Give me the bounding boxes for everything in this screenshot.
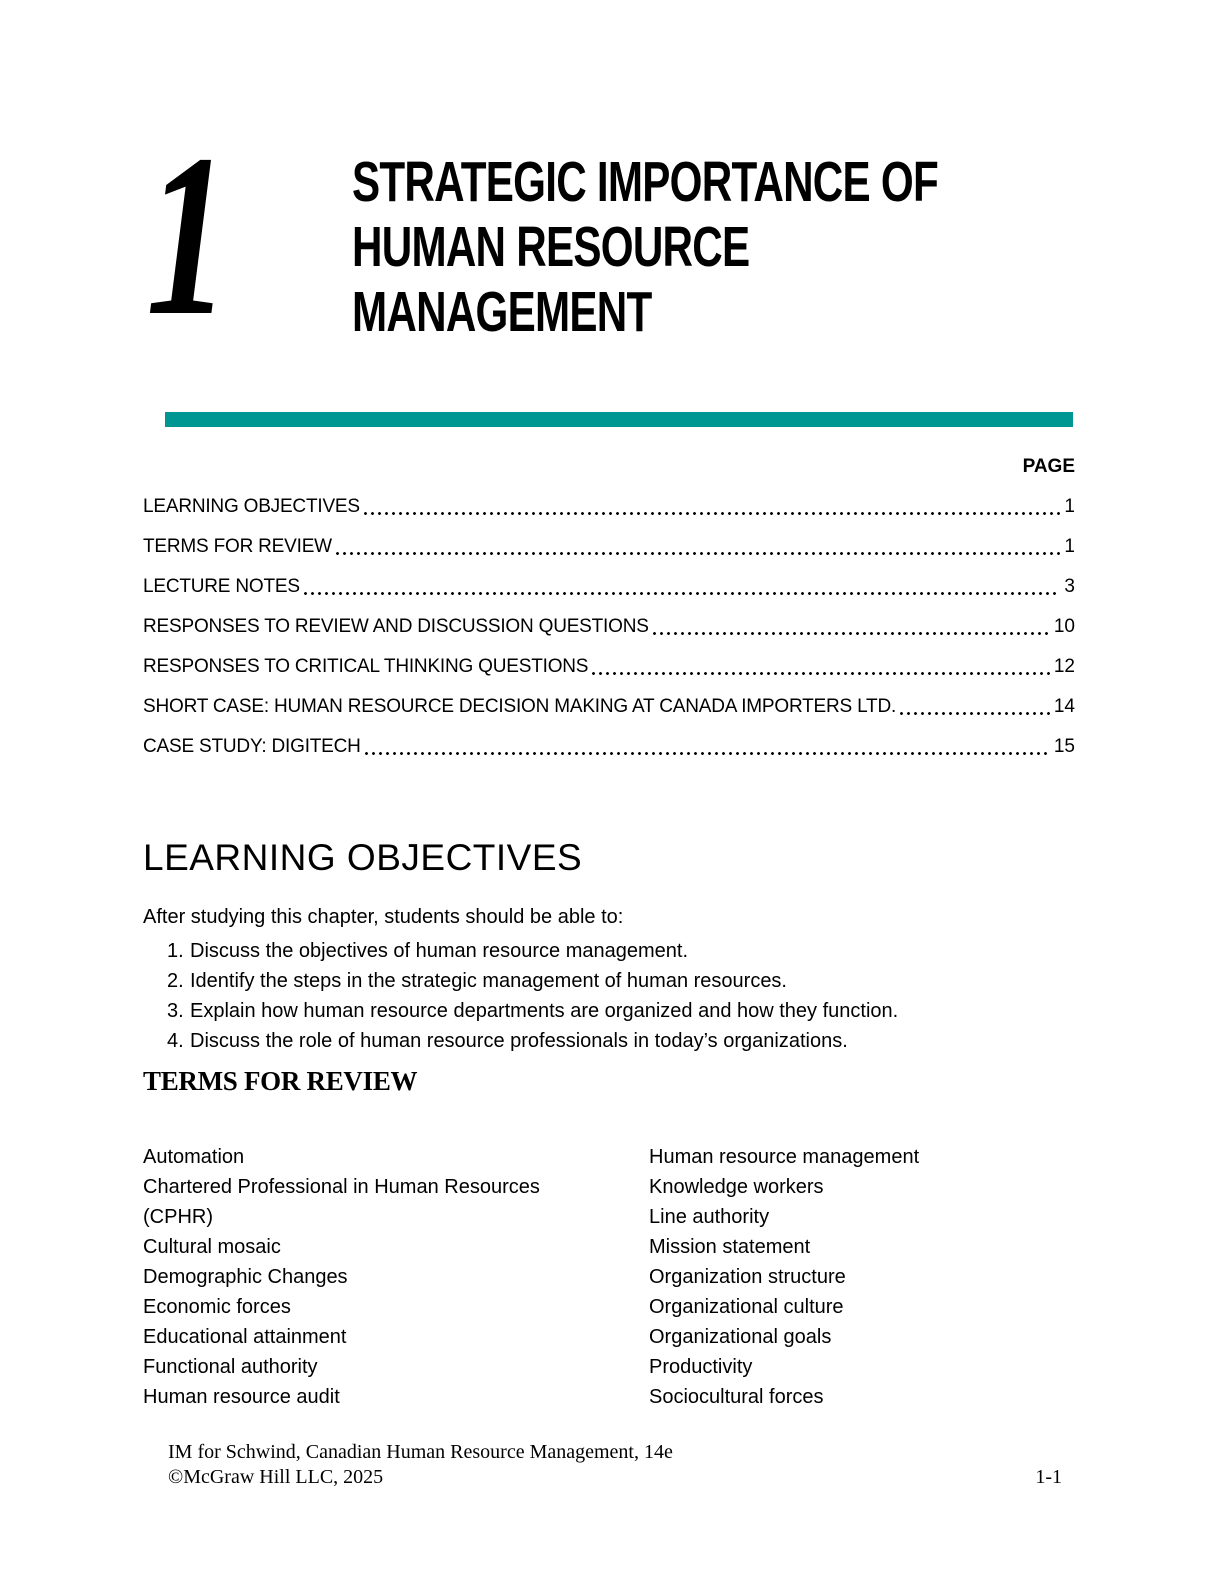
footer-second-line bbox=[168, 1465, 1062, 1490]
terms-for-review-heading: TERMS FOR REVIEW bbox=[143, 1066, 418, 1096]
page-footer bbox=[168, 1440, 1062, 1490]
chapter-title bbox=[352, 150, 1144, 345]
term-item: Mission statement bbox=[649, 1236, 811, 1258]
learning-objective-item bbox=[143, 1026, 1075, 1056]
terms-column-left bbox=[143, 1142, 593, 1412]
term-item: Human resource management bbox=[649, 1146, 920, 1168]
learning-objectives-section bbox=[143, 838, 1075, 1056]
toc-entry-label[interactable]: SHORT CASE: HUMAN RESOURCE DECISION MAKING AT CANADA IMPORTERS LTD. bbox=[143, 696, 897, 717]
terms-for-review-section bbox=[143, 1064, 1075, 1412]
toc-entry-label[interactable]: RESPONSES TO REVIEW AND DISCUSSION QUESTIONS bbox=[143, 616, 649, 637]
list-item-text: Discuss the role of human resource professionals in today’s organizations. bbox=[190, 1030, 848, 1052]
toc-dot-leader bbox=[653, 632, 1050, 635]
toc-entry-label[interactable]: CASE STUDY: DIGITECH bbox=[143, 736, 361, 757]
term-item: Demographic Changes bbox=[143, 1266, 348, 1288]
toc-entry-page[interactable]: 15 bbox=[1053, 736, 1075, 757]
toc-entry bbox=[143, 536, 1075, 558]
terms-columns bbox=[143, 1142, 1075, 1412]
toc-entry-label[interactable]: LECTURE NOTES bbox=[143, 576, 300, 597]
chapter-title-line-1: STRATEGIC IMPORTANCE OF bbox=[352, 150, 938, 214]
term-item: Functional authority bbox=[143, 1356, 318, 1378]
toc-entry-page[interactable]: 10 bbox=[1053, 616, 1075, 637]
toc-entry bbox=[143, 736, 1075, 758]
learning-objectives-heading: LEARNING OBJECTIVES bbox=[143, 837, 583, 878]
toc-entry bbox=[143, 496, 1075, 518]
term-item: Knowledge workers bbox=[649, 1176, 824, 1198]
list-item-text: Explain how human resource departments are organized and how they function. bbox=[190, 1000, 899, 1022]
toc-entry bbox=[143, 616, 1075, 638]
list-item-text: Discuss the objectives of human resource management. bbox=[190, 940, 689, 962]
toc-dot-leader bbox=[336, 552, 1061, 555]
term-item: Chartered Professional in Human Resources (CPHR) bbox=[143, 1176, 540, 1228]
toc-page-column-header: PAGE bbox=[1022, 456, 1075, 477]
toc-entry-page[interactable]: 1 bbox=[1064, 496, 1075, 517]
toc-entry-label[interactable]: LEARNING OBJECTIVES bbox=[143, 496, 360, 517]
accent-bar bbox=[165, 412, 1073, 427]
footer-copyright: ©McGraw Hill LLC, 2025 bbox=[168, 1466, 384, 1488]
toc-dot-leader bbox=[592, 672, 1050, 675]
learning-objectives-list bbox=[143, 936, 1075, 1056]
term-item: Line authority bbox=[649, 1206, 770, 1228]
toc-entry bbox=[143, 576, 1075, 598]
table-of-contents bbox=[143, 456, 1075, 758]
list-item-number: 1. bbox=[167, 940, 184, 962]
term-item: Economic forces bbox=[143, 1296, 291, 1318]
term-item: Sociocultural forces bbox=[649, 1386, 824, 1408]
term-item: Organizational culture bbox=[649, 1296, 844, 1318]
chapter-title-line-3: MANAGEMENT bbox=[352, 280, 652, 344]
toc-entry bbox=[143, 696, 1075, 718]
toc-dot-leader bbox=[900, 712, 1050, 715]
term-item: Automation bbox=[143, 1146, 245, 1168]
term-item: Organization structure bbox=[649, 1266, 846, 1288]
term-item: Educational attainment bbox=[143, 1326, 347, 1348]
chapter-number: 1 bbox=[146, 107, 230, 364]
list-item-number: 4. bbox=[167, 1030, 184, 1052]
learning-objective-item bbox=[143, 966, 1075, 996]
learning-objectives-intro: After studying this chapter, students should be able to: bbox=[143, 906, 624, 928]
learning-objective-item bbox=[143, 996, 1075, 1026]
footer-book-info: IM for Schwind, Canadian Human Resource Management, 14e bbox=[168, 1441, 673, 1463]
term-item: Productivity bbox=[649, 1356, 753, 1378]
toc-dot-leader bbox=[304, 592, 1061, 595]
term-item: Organizational goals bbox=[649, 1326, 832, 1348]
term-item: Cultural mosaic bbox=[143, 1236, 281, 1258]
toc-entry bbox=[143, 656, 1075, 678]
toc-dot-leader bbox=[364, 512, 1061, 515]
toc-dot-leader bbox=[365, 752, 1050, 755]
list-item-number: 3. bbox=[167, 1000, 184, 1022]
toc-entry-label[interactable]: TERMS FOR REVIEW bbox=[143, 536, 332, 557]
toc-entry-page[interactable]: 14 bbox=[1053, 696, 1075, 717]
toc-entry-page[interactable]: 3 bbox=[1064, 576, 1075, 597]
learning-objective-item bbox=[143, 936, 1075, 966]
list-item-number: 2. bbox=[167, 970, 184, 992]
terms-column-right bbox=[649, 1142, 1075, 1412]
chapter-title-line-2: HUMAN RESOURCE bbox=[352, 215, 750, 279]
toc-entry-page[interactable]: 12 bbox=[1053, 656, 1075, 677]
list-item-text: Identify the steps in the strategic management of human resources. bbox=[190, 970, 787, 992]
toc-entry-page[interactable]: 1 bbox=[1064, 536, 1075, 557]
footer-page-number: 1-1 bbox=[1035, 1466, 1062, 1488]
term-item: Human resource audit bbox=[143, 1386, 340, 1408]
toc-entry-label[interactable]: RESPONSES TO CRITICAL THINKING QUESTIONS bbox=[143, 656, 589, 677]
